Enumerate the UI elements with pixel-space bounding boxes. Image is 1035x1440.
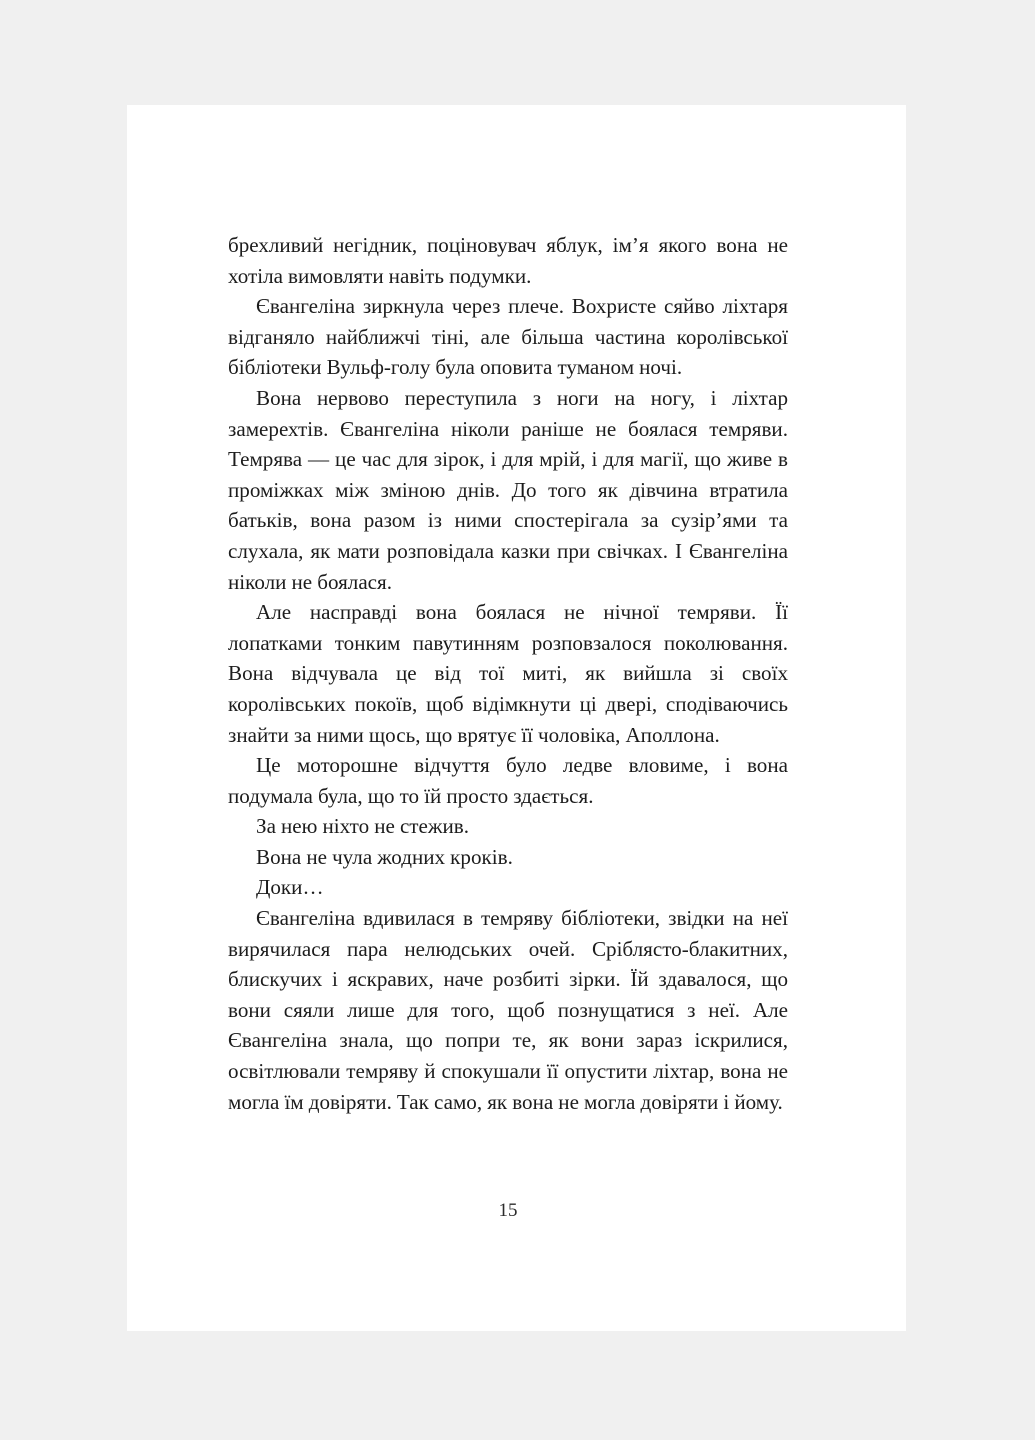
paragraph: Євангеліна вдивилася в темряву бібліотеки, звідки на неї вирячилася пара нелюдських очей. Сріблясто-блакитних, блискучих і яскравих, наче розбиті зірки. Їй здавалося, що вони сяяли лише для того, щоб познущатися з неї. Але Євангеліна знала, що попри те, як вони зараз іскрилися, освітлювали темряву й спокушали її опустити ліхтар, вона не могла їм довіряти. Так само, як вона не могла довіряти і йому. (228, 906, 788, 1114)
paragraph: Вона нервово переступила з ноги на ногу, і ліхтар замерехтів. Євангеліна ніколи раніше не боялася темряви. Темрява — це час для зірок, і для мрій, і для магії, що живе в проміжках між зміною днів. До того як дівчина втратила батьків, вона разом із ними спостерігала за сузір’ями та слухала, як мати розповідала казки при свічках. І Євангеліна ніколи не боялася. (228, 385, 788, 594)
paragraph: Вона не чула жодних кроків. (256, 844, 513, 869)
paragraph: Але насправді вона боялася не нічної темряви. Її лопатками тонким павутинням розповзалося поколювання. Вона відчувала це від тої миті, як вийшла зі своїх королівських покоїв, щоб відімкнути ці двері, сподіваючись знайти за ними щось, що врятує її чоловіка, Аполлона. (228, 600, 788, 747)
paragraph: Доки… (256, 875, 324, 900)
page-number: 15 (498, 1200, 518, 1221)
book-page (127, 105, 906, 1331)
paragraph: брехливий негідник, поціновувач яблук, ім’я якого вона не хотіла вимовляти навіть подумки. (228, 233, 788, 288)
paragraph: За нею ніхто не стежив. (256, 814, 469, 839)
paragraph: Євангеліна зиркнула через плече. Вохристе сяйво ліхтаря відганяло найближчі тіні, але більша частина королівської бібліотеки Вульф-голу була оповита туманом ночі. (228, 294, 788, 380)
paragraph: Це моторошне відчуття було ледве вловиме, і вона подумала була, що то їй просто здається. (228, 753, 788, 808)
page-text-column (228, 230, 788, 1117)
